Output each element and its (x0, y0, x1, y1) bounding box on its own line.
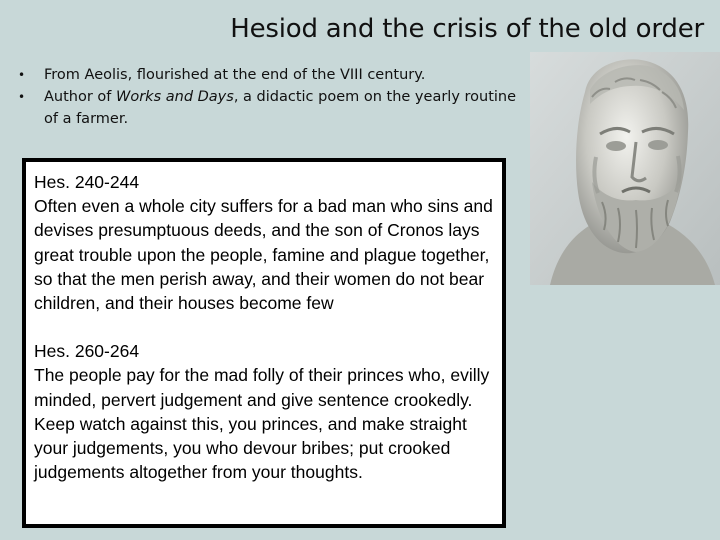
bust-illustration (530, 52, 720, 285)
quotation-box (22, 158, 506, 528)
bullet-author-suffix: , a didactic poem on the yearly routine of a farmer. (44, 89, 517, 127)
work-title: Works and Days (116, 89, 234, 105)
bullet-list (18, 64, 518, 130)
slide-title: Hesiod and the crisis of the old order (230, 14, 704, 44)
quote-reference-1: Hes. 240-244 (34, 172, 140, 192)
hesiod-bust-image (530, 52, 720, 285)
bullet-author-prefix: Author of (44, 89, 117, 105)
quote-passage-2 (34, 339, 502, 484)
quote-text-1: Often even a whole city suffers for a bad man who sins and devises presumptuous deeds, and the son of Cronos lays great trouble upon the people, famine and plague together, so that the men perish away, and their women do not bear children, and their houses become few (34, 196, 493, 314)
quote-reference-2: Hes. 260-264 (34, 341, 140, 362)
bullet-author (18, 86, 518, 130)
quote-text-2: The people pay for the mad folly of their princes who, evilly minded, pervert judgement and give sentence crookedly. Keep watch against this, you princes, and make straight your judgements, you who devour bribes; put crooked judgements altogether from your thoughts. (34, 365, 490, 483)
bullet-origin (18, 64, 518, 86)
bullet-origin-text: From Aeolis, flourished at the end of the VIII century. (44, 67, 426, 83)
quote-passage-1 (34, 170, 502, 315)
